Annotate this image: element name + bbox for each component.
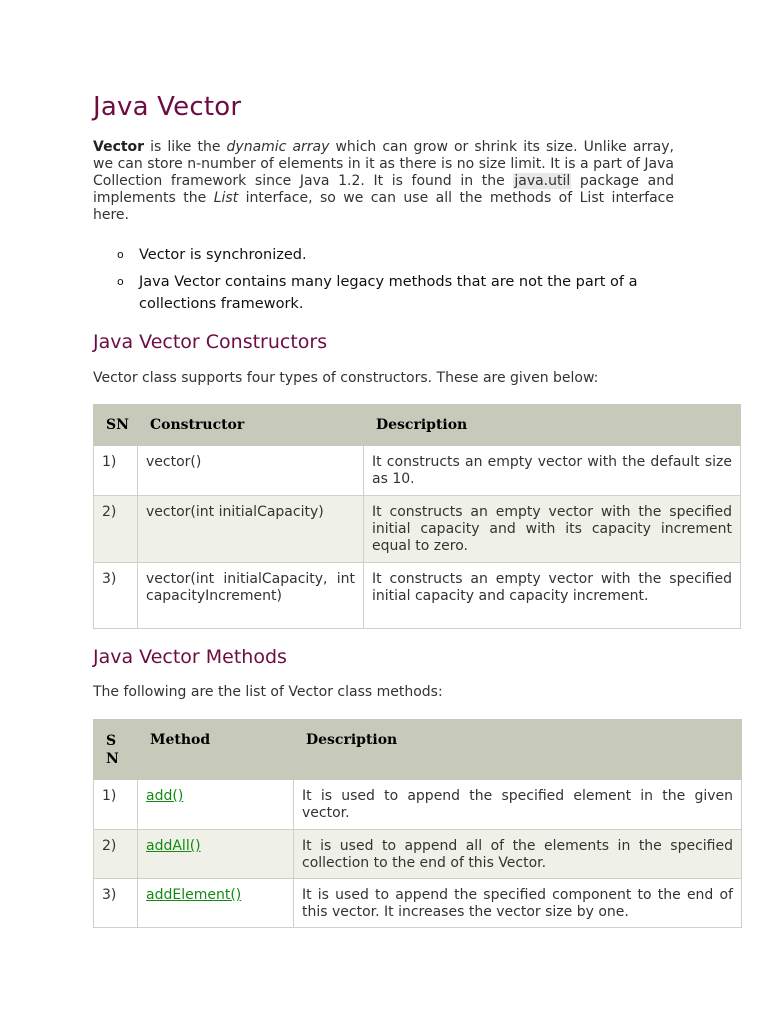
intro-text-3: package and implements the bbox=[93, 173, 674, 206]
constructors-intro: Vector class supports four types of constructors. These are given below: bbox=[93, 370, 599, 386]
cell-constructor: vector(int initialCapacity) bbox=[138, 496, 364, 563]
intro-text-2: which can grow or shrink its size. Unlike array, we can store n-number of elements in it as there is no size limit. It is a part of Java Collection framework since Java 1.2. It is found in the bbox=[93, 139, 674, 189]
list-item bbox=[93, 244, 674, 266]
cell-method bbox=[138, 830, 294, 879]
cell-sn: 3) bbox=[94, 879, 138, 928]
table-row bbox=[94, 780, 742, 830]
cell-description: It constructs an empty vector with the specified initial capacity and with its capacity increment equal to zero. bbox=[364, 496, 741, 563]
table-header-row bbox=[94, 405, 741, 446]
bullet-icon: o bbox=[117, 248, 124, 261]
intro-bold-term: Vector bbox=[93, 139, 145, 155]
method-link-add[interactable]: add() bbox=[146, 788, 184, 804]
list-item bbox=[93, 271, 674, 315]
column-header-method: Method bbox=[138, 720, 294, 780]
cell-description: It is used to append all of the elements in the specified collection to the end of this Vector. bbox=[294, 830, 742, 879]
cell-method bbox=[138, 780, 294, 830]
bullet-icon: o bbox=[117, 275, 124, 288]
list-item-text: Vector is synchronized. bbox=[139, 247, 307, 263]
intro-paragraph bbox=[93, 139, 674, 224]
methods-heading: Java Vector Methods bbox=[93, 646, 287, 668]
cell-constructor: vector() bbox=[138, 446, 364, 496]
table-row bbox=[94, 563, 741, 629]
table-row bbox=[94, 830, 742, 879]
methods-table bbox=[93, 719, 742, 928]
intro-italic-list: List bbox=[213, 190, 239, 206]
list-item-text: Java Vector contains many legacy methods that are not the part of a collections framework. bbox=[139, 274, 638, 312]
cell-sn: 1) bbox=[94, 780, 138, 830]
cell-method bbox=[138, 879, 294, 928]
cell-sn: 2) bbox=[94, 830, 138, 879]
cell-constructor: vector(int initialCapacity, int capacityIncrement) bbox=[138, 563, 364, 629]
constructors-heading: Java Vector Constructors bbox=[93, 331, 328, 353]
methods-intro: The following are the list of Vector class methods: bbox=[93, 684, 443, 700]
cell-description: It is used to append the specified element in the given vector. bbox=[294, 780, 742, 830]
cell-description: It is used to append the specified component to the end of this vector. It increases the vector size by one. bbox=[294, 879, 742, 928]
table-header-row bbox=[94, 720, 742, 780]
method-link-addall[interactable]: addAll() bbox=[146, 838, 201, 854]
feature-list bbox=[93, 244, 674, 320]
column-header-sn: SN bbox=[94, 720, 138, 780]
intro-text-4: interface, so we can use all the methods of List interface here. bbox=[93, 190, 674, 223]
column-header-description: Description bbox=[364, 405, 741, 446]
cell-description: It constructs an empty vector with the default size as 10. bbox=[364, 446, 741, 496]
column-header-sn: SN bbox=[94, 405, 138, 446]
column-header-constructor: Constructor bbox=[138, 405, 364, 446]
table-row bbox=[94, 879, 742, 928]
intro-text-1: is like the bbox=[144, 139, 227, 155]
page-title: Java Vector bbox=[93, 92, 242, 122]
column-header-description: Description bbox=[294, 720, 742, 780]
cell-sn: 3) bbox=[94, 563, 138, 629]
table-row bbox=[94, 496, 741, 563]
cell-sn: 1) bbox=[94, 446, 138, 496]
cell-sn: 2) bbox=[94, 496, 138, 563]
constructors-table bbox=[93, 404, 741, 629]
intro-italic-term: dynamic array bbox=[226, 139, 330, 155]
method-link-addelement[interactable]: addElement() bbox=[146, 887, 242, 903]
table-row bbox=[94, 446, 741, 496]
cell-description: It constructs an empty vector with the specified initial capacity and capacity increment. bbox=[364, 563, 741, 629]
inline-code: java.util bbox=[514, 173, 571, 189]
